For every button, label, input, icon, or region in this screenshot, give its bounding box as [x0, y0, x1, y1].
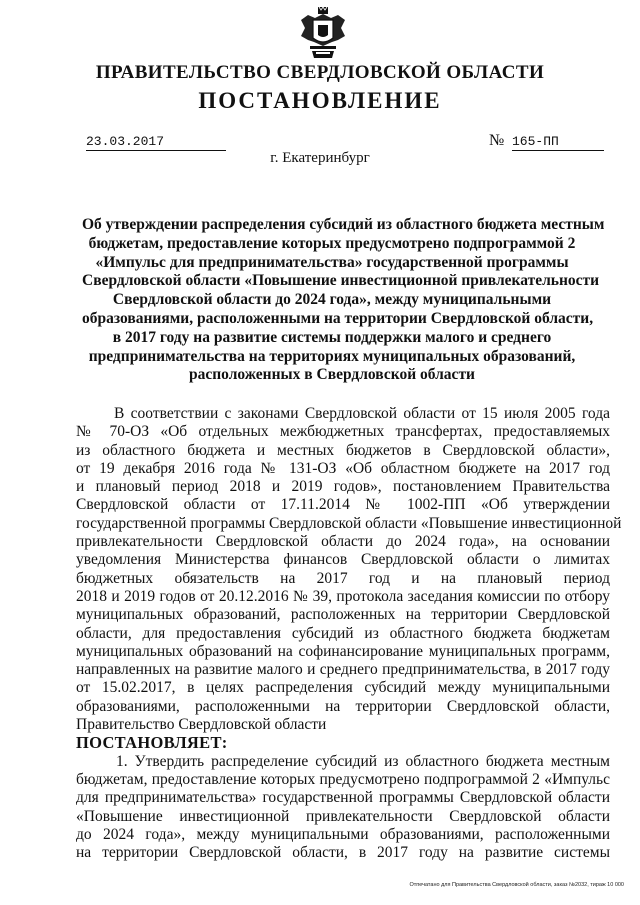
preamble-line: Правительство Свердловской области [76, 716, 327, 734]
preamble-line: направленных на развитие малого и среднего предпринимательства, в 2017 году [76, 661, 610, 679]
title-line: Об утверждении распределения субсидий из областного бюджета местным [82, 216, 605, 233]
item-line: бюджетам, предоставление которых предусмотрено подпрограммой 2 «Импульс [76, 770, 610, 788]
preamble-line: от 15.02.2017, в целях распределения субсидий между муниципальными [76, 679, 610, 697]
preamble-line: привлекательности Свердловской области до 2024 года», на основании [76, 533, 610, 551]
preamble-line: уведомления Министерства финансов Свердловской области о лимитах [76, 551, 610, 569]
preamble-line: из областного бюджета и местных бюджетов в Свердловской области», [76, 441, 610, 459]
title-line: Свердловской области «Повышение инвестиционной привлекательности [82, 272, 600, 290]
title-line: «Импульс для предпринимательства» государственной программы [95, 253, 569, 271]
preamble-line: муниципальных образований, расположенных на территории Свердловской [76, 606, 610, 624]
preamble-line: и плановый период 2018 и 2019 годов», постановлением Правительства [76, 478, 610, 496]
item-line: для предпринимательства» государственной программы Свердловской области [76, 789, 610, 807]
preamble-line: муниципальных образований на софинансирование муниципальных программ, [76, 642, 610, 660]
preamble-line: области, для предоставления субсидий из областного бюджета бюджетам [76, 624, 610, 642]
print-footer: Отпечатано для Правительства Свердловской области, заказ №2032, тираж 10 000 [409, 882, 624, 888]
organization-name: ПРАВИТЕЛЬСТВО СВЕРДЛОВСКОЙ ОБЛАСТИ [95, 62, 545, 83]
preamble-line: В соответствии с законами Свердловской области от 15 июля 2005 года [114, 405, 610, 422]
title-line: расположенных в Свердловской области [188, 366, 475, 384]
item-line: на территории Свердловской области, в 2017 году на развитие системы [76, 844, 610, 862]
document-number: 165-ПП [512, 134, 604, 151]
title-line: предпринимательства на территориях муниципальных образований, [88, 347, 576, 365]
item-line: до 2024 года», между муниципальными образованиями, расположенными [76, 825, 610, 843]
item-line: 1. Утвердить распределение субсидий из областного бюджета местным [116, 752, 610, 770]
title-line: образованиями, расположенными на территории Свердловской области, [82, 309, 594, 327]
city: г. Екатеринбург [270, 150, 370, 166]
document-date: 23.03.2017 [86, 134, 226, 151]
number-sign: № [489, 132, 505, 149]
document-title [82, 216, 605, 385]
preamble-line: 2018 и 2019 годов от 20.12.2016 № 39, протокола заседания комиссии по отбору [76, 587, 610, 605]
coat-of-arms-icon [298, 6, 348, 60]
preamble-line: № 70-ОЗ «Об отдельных межбюджетных трансфертах, предоставляемых [76, 423, 610, 441]
document-type: ПОСТАНОВЛЕНИЕ [198, 88, 442, 113]
item-line: «Повышение инвестиционной привлекательности Свердловской области [76, 807, 610, 825]
title-line: Свердловской области до 2024 года», между муниципальными [112, 291, 552, 309]
title-line: бюджетам, предоставление которых предусмотрено подпрограммой 2 [88, 234, 576, 252]
title-line: в 2017 году на развитие системы поддержки малого и среднего [112, 328, 552, 346]
preamble-line: от 19 декабря 2016 года № 131-ОЗ «Об областном бюджете на 2017 год [76, 459, 610, 477]
preamble-line: бюджетных обязательств на 2017 год и на плановый период [76, 569, 610, 587]
document-body [76, 405, 622, 862]
preamble-line: Свердловской области от 17.11.2014 № 1002-ПП «Об утверждении [76, 496, 610, 514]
preamble-line: государственной программы Свердловской области «Повышение инвестиционной [76, 514, 622, 532]
preamble-line: образованиями, расположенными на территории Свердловской области, [76, 697, 610, 715]
decree-word: ПОСТАНОВЛЯЕТ: [76, 733, 228, 753]
